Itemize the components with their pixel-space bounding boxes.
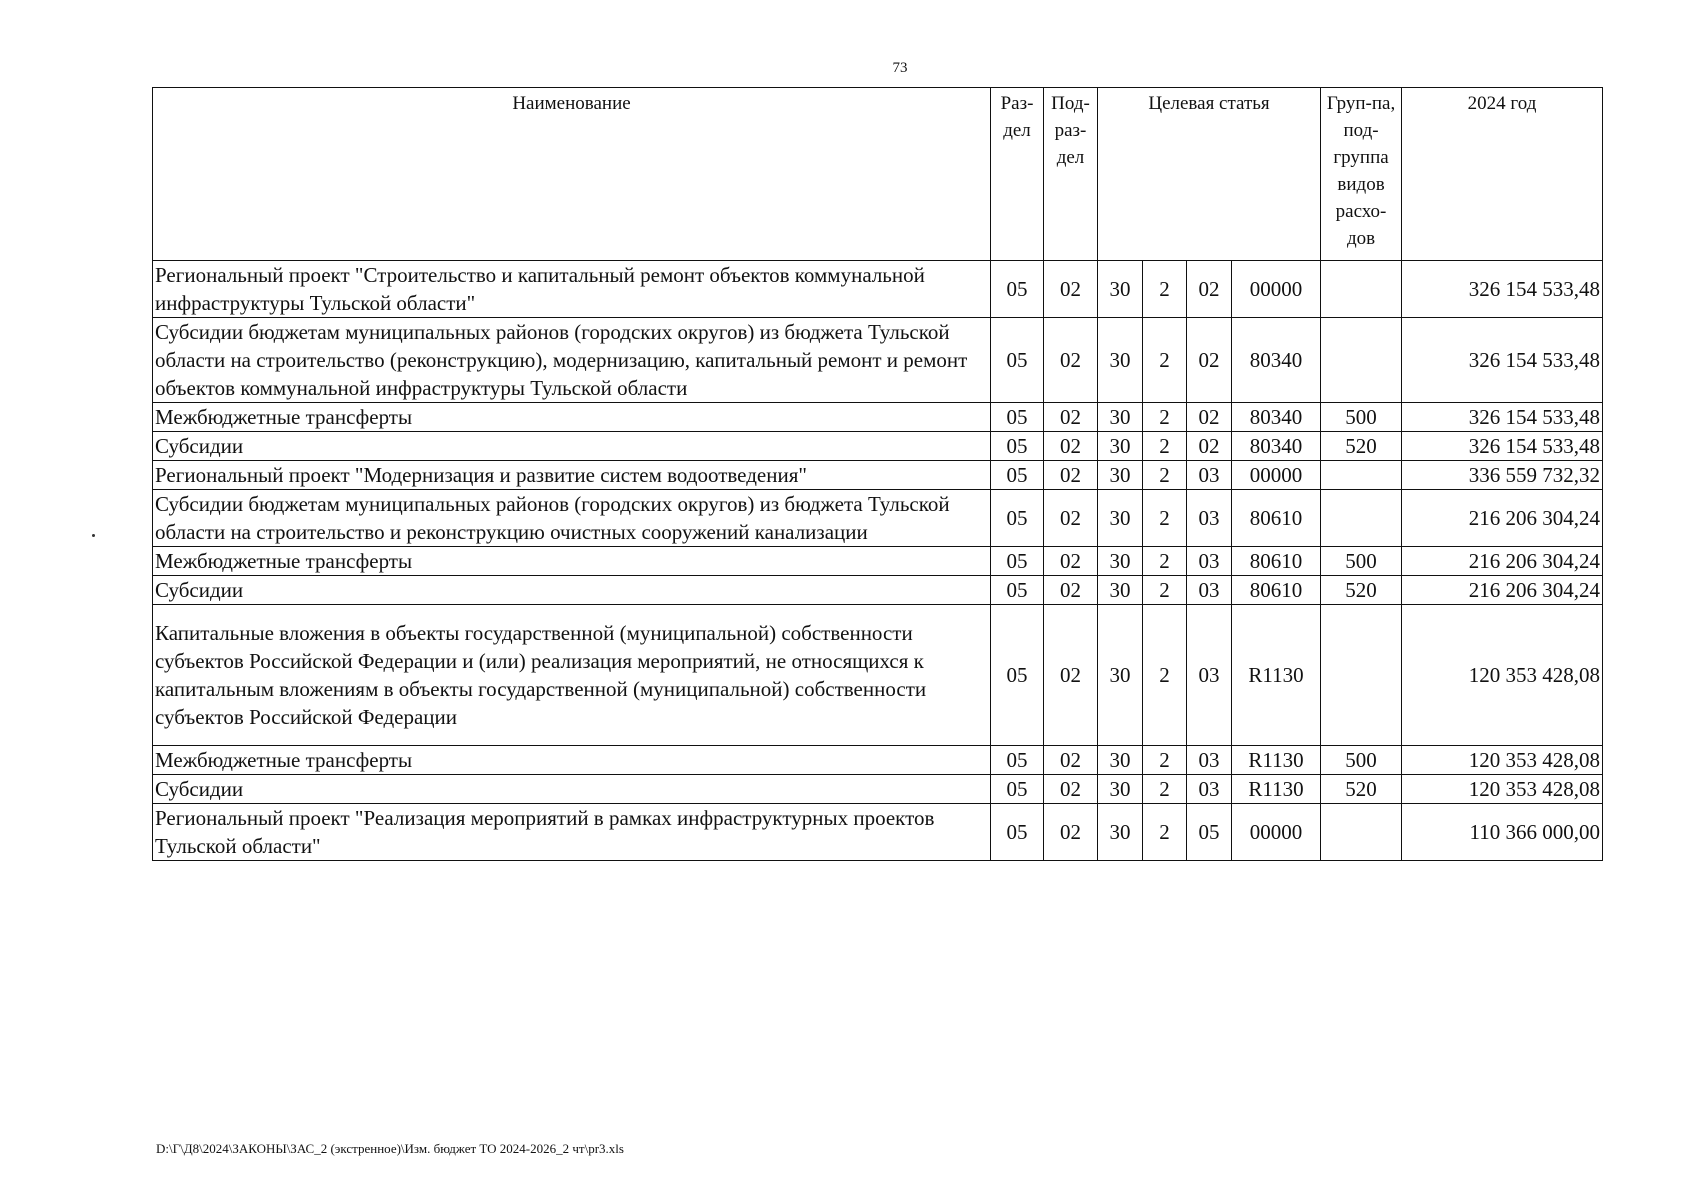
row-amount: 216 206 304,24 xyxy=(1402,547,1603,576)
row-section: 05 xyxy=(991,746,1044,775)
table-row xyxy=(153,547,1603,576)
scan-speck xyxy=(92,534,95,537)
row-target-type: 2 xyxy=(1143,576,1187,605)
row-target-type: 2 xyxy=(1143,775,1187,804)
row-expense-group: 520 xyxy=(1321,432,1402,461)
row-target-program: 30 xyxy=(1098,318,1143,403)
table-row xyxy=(153,746,1603,775)
row-target-type: 2 xyxy=(1143,605,1187,746)
row-target-direction: 80340 xyxy=(1232,403,1321,432)
row-section: 05 xyxy=(991,605,1044,746)
table-row xyxy=(153,403,1603,432)
table-row xyxy=(153,490,1603,547)
budget-table xyxy=(152,87,1603,861)
header-expense-group: Груп-па, под-группа видов расхо-дов xyxy=(1321,88,1402,261)
row-target-subprogram: 02 xyxy=(1187,261,1232,318)
row-subsection: 02 xyxy=(1044,461,1098,490)
row-target-direction: 80610 xyxy=(1232,576,1321,605)
row-section: 05 xyxy=(991,261,1044,318)
row-target-subprogram: 02 xyxy=(1187,318,1232,403)
row-amount: 110 366 000,00 xyxy=(1402,804,1603,861)
row-target-type: 2 xyxy=(1143,461,1187,490)
footer-file-path: D:\Г\Д8\2024\ЗАКОНЫ\ЗАС_2 (экстренное)\Изм. бюджет ТО 2024-2026_2 чт\pr3.xls xyxy=(156,1141,624,1156)
row-target-direction: R1130 xyxy=(1232,605,1321,746)
row-amount: 336 559 732,32 xyxy=(1402,461,1603,490)
table-row xyxy=(153,605,1603,746)
row-target-direction: 80610 xyxy=(1232,490,1321,547)
table-row xyxy=(153,775,1603,804)
row-target-subprogram: 03 xyxy=(1187,576,1232,605)
row-target-program: 30 xyxy=(1098,804,1143,861)
row-target-subprogram: 02 xyxy=(1187,403,1232,432)
row-target-direction: 80610 xyxy=(1232,547,1321,576)
row-amount: 326 154 533,48 xyxy=(1402,403,1603,432)
row-subsection: 02 xyxy=(1044,576,1098,605)
row-expense-group: 520 xyxy=(1321,775,1402,804)
row-target-type: 2 xyxy=(1143,261,1187,318)
row-target-direction: 00000 xyxy=(1232,461,1321,490)
row-target-direction: 00000 xyxy=(1232,804,1321,861)
row-name: Субсидии xyxy=(153,775,991,804)
row-target-subprogram: 03 xyxy=(1187,775,1232,804)
row-expense-group: 500 xyxy=(1321,403,1402,432)
row-target-program: 30 xyxy=(1098,432,1143,461)
row-name: Региональный проект "Модернизация и развитие систем водоотведения" xyxy=(153,461,991,490)
row-expense-group xyxy=(1321,318,1402,403)
row-expense-group xyxy=(1321,490,1402,547)
row-amount: 326 154 533,48 xyxy=(1402,432,1603,461)
row-target-type: 2 xyxy=(1143,804,1187,861)
row-name: Субсидии xyxy=(153,576,991,605)
header-year: 2024 год xyxy=(1402,88,1603,261)
row-target-direction: 80340 xyxy=(1232,318,1321,403)
header-name: Наименование xyxy=(153,88,991,261)
header-target-article: Целевая статья xyxy=(1098,88,1321,261)
row-amount: 120 353 428,08 xyxy=(1402,746,1603,775)
row-target-type: 2 xyxy=(1143,432,1187,461)
row-expense-group: 500 xyxy=(1321,547,1402,576)
row-target-type: 2 xyxy=(1143,746,1187,775)
row-target-program: 30 xyxy=(1098,461,1143,490)
table-header-row xyxy=(153,88,1603,261)
row-target-direction: R1130 xyxy=(1232,746,1321,775)
row-target-subprogram: 03 xyxy=(1187,490,1232,547)
row-amount: 216 206 304,24 xyxy=(1402,490,1603,547)
row-section: 05 xyxy=(991,318,1044,403)
row-section: 05 xyxy=(991,804,1044,861)
row-amount: 326 154 533,48 xyxy=(1402,318,1603,403)
row-subsection: 02 xyxy=(1044,547,1098,576)
row-subsection: 02 xyxy=(1044,318,1098,403)
row-name: Региональный проект "Реализация мероприятий в рамках инфраструктурных проектов Тульской области" xyxy=(153,804,991,861)
row-target-subprogram: 03 xyxy=(1187,547,1232,576)
page-number: 73 xyxy=(892,60,908,76)
row-name: Межбюджетные трансферты xyxy=(153,547,991,576)
table-row xyxy=(153,461,1603,490)
row-subsection: 02 xyxy=(1044,490,1098,547)
table-row xyxy=(153,318,1603,403)
row-name: Субсидии бюджетам муниципальных районов (городских округов) из бюджета Тульской области на строительство (реконструкцию), модернизацию, капитальный ремонт и ремонт объектов коммунальной инфраструктуры Тульской области xyxy=(153,318,991,403)
row-target-program: 30 xyxy=(1098,746,1143,775)
row-target-program: 30 xyxy=(1098,490,1143,547)
row-name: Субсидии xyxy=(153,432,991,461)
row-target-type: 2 xyxy=(1143,547,1187,576)
row-target-subprogram: 03 xyxy=(1187,605,1232,746)
row-name: Региональный проект "Строительство и капитальный ремонт объектов коммунальной инфраструктуры Тульской области" xyxy=(153,261,991,318)
row-subsection: 02 xyxy=(1044,403,1098,432)
row-amount: 216 206 304,24 xyxy=(1402,576,1603,605)
row-target-type: 2 xyxy=(1143,490,1187,547)
row-subsection: 02 xyxy=(1044,775,1098,804)
row-name: Капитальные вложения в объекты государственной (муниципальной) собственности субъектов Российской Федерации и (или) реализация мероприятий, не относящихся к капитальным вложениям в объекты государственной (муниципальной) собственности субъектов Российской Федерации xyxy=(153,605,991,746)
row-subsection: 02 xyxy=(1044,804,1098,861)
row-section: 05 xyxy=(991,403,1044,432)
row-target-program: 30 xyxy=(1098,576,1143,605)
row-target-program: 30 xyxy=(1098,403,1143,432)
row-target-type: 2 xyxy=(1143,318,1187,403)
row-section: 05 xyxy=(991,461,1044,490)
row-target-program: 30 xyxy=(1098,261,1143,318)
row-expense-group: 520 xyxy=(1321,576,1402,605)
row-name: Субсидии бюджетам муниципальных районов (городских округов) из бюджета Тульской области на строительство и реконструкцию очистных сооружений канализации xyxy=(153,490,991,547)
row-subsection: 02 xyxy=(1044,605,1098,746)
row-target-direction: R1130 xyxy=(1232,775,1321,804)
row-section: 05 xyxy=(991,547,1044,576)
row-section: 05 xyxy=(991,432,1044,461)
row-name: Межбюджетные трансферты xyxy=(153,403,991,432)
row-section: 05 xyxy=(991,490,1044,547)
header-subsection: Под-раз-дел xyxy=(1044,88,1098,261)
row-expense-group xyxy=(1321,804,1402,861)
row-target-subprogram: 03 xyxy=(1187,461,1232,490)
row-subsection: 02 xyxy=(1044,261,1098,318)
row-amount: 326 154 533,48 xyxy=(1402,261,1603,318)
row-expense-group xyxy=(1321,261,1402,318)
row-target-subprogram: 03 xyxy=(1187,746,1232,775)
row-amount: 120 353 428,08 xyxy=(1402,775,1603,804)
table-row xyxy=(153,261,1603,318)
row-target-subprogram: 05 xyxy=(1187,804,1232,861)
row-target-program: 30 xyxy=(1098,605,1143,746)
row-expense-group: 500 xyxy=(1321,746,1402,775)
row-target-program: 30 xyxy=(1098,775,1143,804)
table-row xyxy=(153,576,1603,605)
row-subsection: 02 xyxy=(1044,432,1098,461)
row-target-subprogram: 02 xyxy=(1187,432,1232,461)
row-section: 05 xyxy=(991,775,1044,804)
row-subsection: 02 xyxy=(1044,746,1098,775)
row-expense-group xyxy=(1321,461,1402,490)
table-row xyxy=(153,432,1603,461)
row-target-direction: 00000 xyxy=(1232,261,1321,318)
row-name: Межбюджетные трансферты xyxy=(153,746,991,775)
row-amount: 120 353 428,08 xyxy=(1402,605,1603,746)
row-expense-group xyxy=(1321,605,1402,746)
row-target-program: 30 xyxy=(1098,547,1143,576)
table-row xyxy=(153,804,1603,861)
row-section: 05 xyxy=(991,576,1044,605)
row-target-type: 2 xyxy=(1143,403,1187,432)
table-body xyxy=(153,261,1603,861)
row-target-direction: 80340 xyxy=(1232,432,1321,461)
header-section: Раз-дел xyxy=(991,88,1044,261)
